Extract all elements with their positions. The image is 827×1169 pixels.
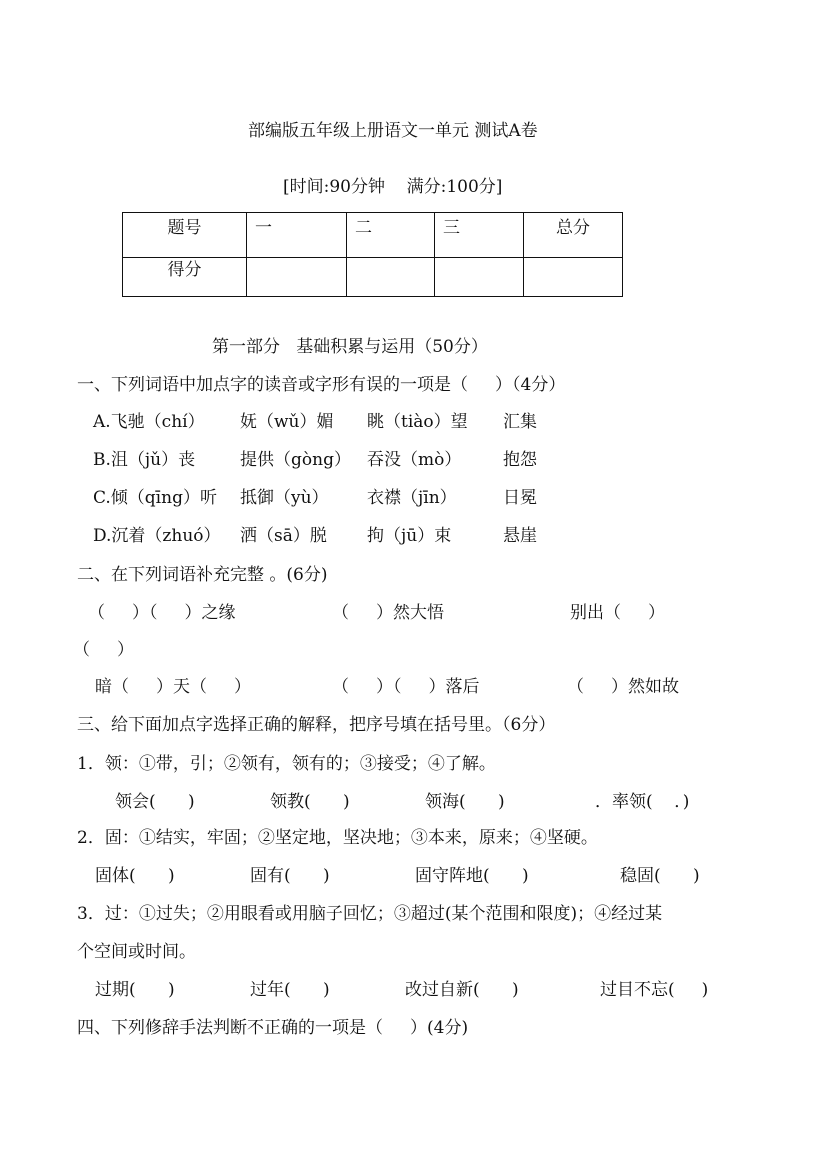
question-4-stem: 四、下列修辞手法判断不正确的一项是（ ）(4分) [77, 1018, 469, 1038]
definition-ling: 1．领：①带，引；②领有，领有的；③接受；④了解。 [77, 754, 496, 774]
option-d-word-3: 拘（jū）束 [367, 526, 452, 546]
header-cell-total: 总分 [524, 213, 623, 258]
option-c-word-2: 抵御（yù） [240, 488, 329, 508]
part-1-title: 第一部分 基础积累与运用（50分） [212, 337, 488, 357]
option-b-word-2: 提供（gòng） [240, 450, 351, 470]
answer-blank[interactable]: 领海( ) [425, 792, 505, 812]
option-c-word-1: C.倾（qīng）听 [93, 488, 217, 508]
option-a-word-2: 妩（wǔ）媚 [240, 412, 334, 432]
idiom-blank[interactable]: （ ）然大悟 [332, 603, 445, 623]
score-table [122, 212, 623, 297]
option-a-word-1: A.飞驰（chí） [93, 412, 205, 432]
answer-blank[interactable]: 固守阵地( ) [415, 866, 529, 886]
header-cell-part-3: 三 [435, 213, 524, 258]
option-d-word-1: D.沉着（zhuó） [93, 526, 221, 546]
idiom-blank[interactable]: 暗（ ）天（ ） [95, 677, 252, 697]
answer-blank[interactable]: 稳固( ) [620, 866, 700, 886]
option-d-word-2: 洒（sā）脱 [240, 526, 327, 546]
score-cell-part-3[interactable] [435, 258, 524, 297]
idiom-blank[interactable]: （ ） [73, 640, 135, 660]
exam-meta: [时间:90分钟 满分:100分] [283, 177, 503, 197]
definition-gu: 2．固：①结实，牢固；②坚定地，坚决地；③本来，原来；④坚硬。 [77, 828, 598, 848]
option-a-word-3: 眺（tiào）望 [367, 412, 468, 432]
header-cell-part-1: 一 [247, 213, 347, 258]
option-b-word-1: B.沮（jǔ）丧 [93, 450, 196, 470]
option-c-word-4: 日冕 [503, 488, 537, 508]
definition-guo: 3．过：①过失；②用眼看或用脑子回忆；③超过(某个范围和限度)；④经过某 [77, 904, 663, 924]
idiom-blank[interactable]: （ ）（ ）之缘 [88, 603, 236, 623]
option-c-word-3: 衣襟（jīn） [367, 488, 457, 508]
score-table-header-row [123, 213, 623, 258]
page-title: 部编版五年级上册语文一单元 测试A卷 [248, 121, 538, 141]
answer-blank[interactable]: ．率领( ．) [595, 792, 690, 812]
score-cell-part-1[interactable] [247, 258, 347, 297]
option-d-word-4: 悬崖 [503, 526, 537, 546]
score-table-score-row [123, 258, 623, 297]
answer-blank[interactable]: 过期( ) [95, 980, 175, 1000]
question-2-stem: 二、在下列词语补充完整 。(6分) [77, 565, 328, 585]
answer-blank[interactable]: 固有( ) [250, 866, 330, 886]
answer-blank[interactable]: 领教( ) [270, 792, 350, 812]
definition-guo-continued: 个空间或时间。 [77, 942, 196, 962]
option-b-word-3: 吞没（mò） [367, 450, 462, 470]
option-a-word-4: 汇集 [503, 412, 537, 432]
question-1-stem: 一、下列词语中加点字的读音或字形有误的一项是（ ）（4分） [77, 375, 566, 395]
answer-blank[interactable]: 改过自新( ) [405, 980, 519, 1000]
answer-blank[interactable]: 固体( ) [95, 866, 175, 886]
score-cell-part-2[interactable] [347, 258, 435, 297]
answer-blank[interactable]: 过年( ) [250, 980, 330, 1000]
score-cell-total[interactable] [524, 258, 623, 297]
score-row-label: 得分 [123, 258, 247, 297]
idiom-blank[interactable]: （ ）然如故 [567, 677, 680, 697]
question-3-stem: 三、给下面加点字选择正确的解释，把序号填在括号里。（6分） [77, 715, 556, 735]
answer-blank[interactable]: 领会( ) [115, 792, 195, 812]
idiom-blank[interactable]: （ ）（ ）落后 [332, 677, 480, 697]
idiom-blank[interactable]: 别出（ ） [570, 603, 666, 623]
option-b-word-4: 抱怨 [503, 450, 537, 470]
answer-blank[interactable]: 过目不忘( ) [600, 980, 709, 1000]
header-cell-part-2: 二 [347, 213, 435, 258]
header-cell-number: 题号 [123, 213, 247, 258]
